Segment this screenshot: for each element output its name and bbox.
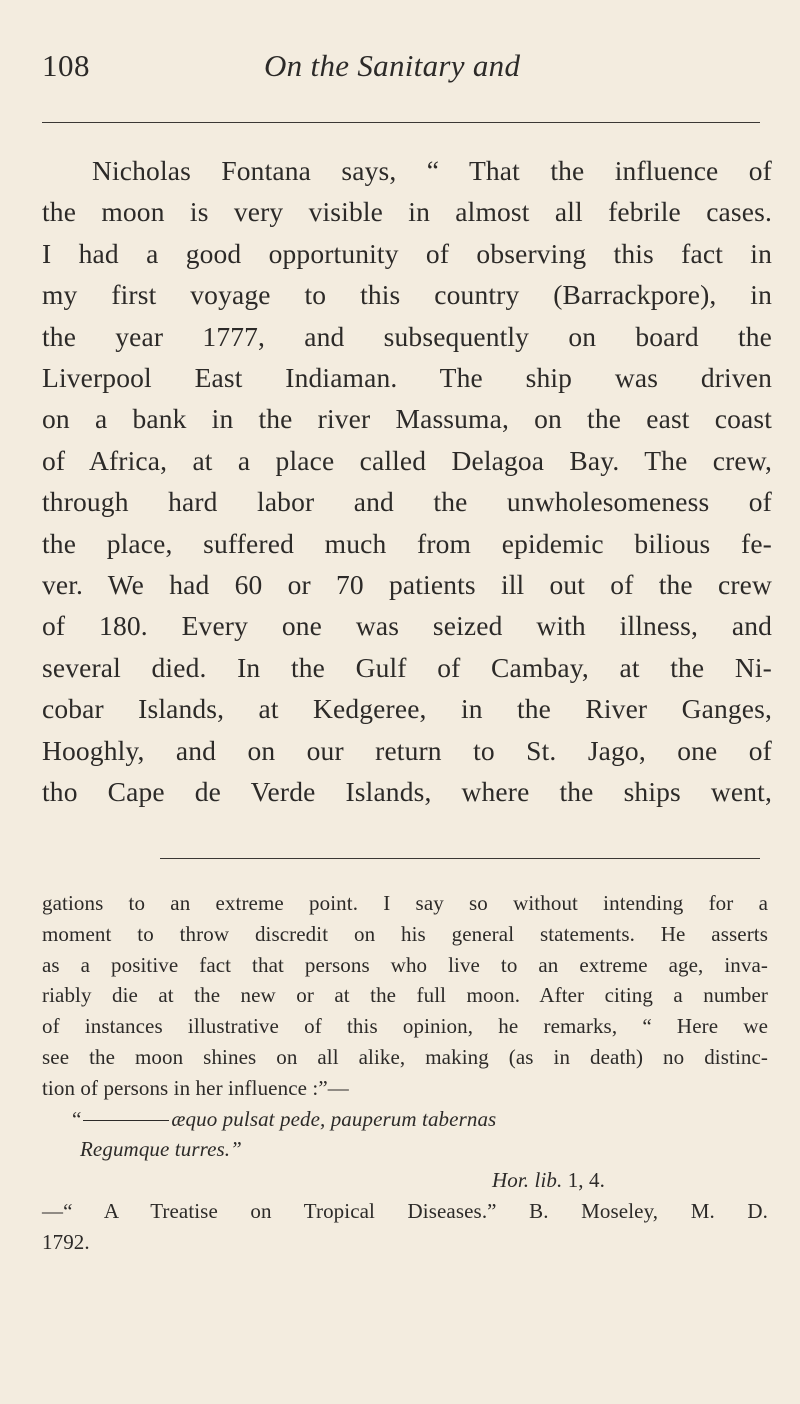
text-line: of Africa, at a place called Delagoa Bay. The crew, — [42, 444, 772, 476]
running-title: On the Sanitary and — [264, 48, 521, 83]
running-head — [42, 48, 758, 92]
footnote-rule — [160, 858, 760, 859]
text-line: of 180. Every one was seized with illness, and — [42, 610, 772, 642]
footnote-line: gations to an extreme point. I say so without intending for a — [42, 891, 768, 915]
quote-open-mark: “ — [72, 1106, 82, 1131]
text-line: several died. In the Gulf of Cambay, at the Ni- — [42, 651, 772, 683]
text-line: ver. We had 60 or 70 patients ill out of the crew — [42, 569, 772, 601]
source-line: —“ A Treatise on Tropical Diseases.” B. Moseley, M. D. — [42, 1198, 768, 1223]
text-line: Liverpool East Indiaman. The ship was driven — [42, 362, 772, 394]
text-line: tho Cape de Verde Islands, where the ships went, — [42, 776, 772, 808]
footnote-line: of instances illustrative of this opinion, he remarks, “ Here we — [42, 1014, 768, 1039]
footnote-line: tion of persons in her influence :”— — [42, 1075, 349, 1100]
text-line: through hard labor and the unwholesomeness of — [42, 486, 772, 518]
source-year: 1792. — [42, 1229, 90, 1254]
footnote-line: as a positive fact that persons who live to an extreme age, inva- — [42, 952, 768, 977]
page-number: 108 — [42, 48, 90, 83]
footnote-line: moment to throw discredit on his general statements. He asserts — [42, 921, 768, 946]
footnote-line: riably die at the new or at the full moon. After citing a number — [42, 983, 768, 1008]
citation-work: Hor. lib. — [492, 1168, 563, 1193]
quote-dash — [83, 1120, 169, 1121]
citation-ref: 1, 4. — [567, 1168, 605, 1193]
text-line: cobar Islands, at Kedgeree, in the River Ganges, — [42, 693, 772, 725]
footnote-line: see the moon shines on all alike, making (as in death) no distinc- — [42, 1044, 768, 1069]
text-line: Hooghly, and on our return to St. Jago, one of — [42, 734, 772, 766]
latin-quote-text: æquo pulsat pede, pauperum tabernas — [171, 1106, 497, 1131]
text-line: I had a good opportunity of observing this fact in — [42, 237, 772, 269]
text-line: the moon is very visible in almost all febrile cases. — [42, 196, 772, 228]
latin-quote-line-1 — [42, 1104, 768, 1135]
main-paragraph — [42, 150, 772, 813]
text-line: my first voyage to this country (Barrackpore), in — [42, 279, 772, 311]
footnote — [42, 888, 768, 1258]
quote-citation — [42, 1165, 768, 1196]
text-line: on a bank in the river Massuma, on the east coast — [42, 403, 772, 435]
text-line: the year 1777, and subsequently on board the — [42, 320, 772, 352]
text-line: Nicholas Fontana says, “ That the influence of — [92, 155, 772, 186]
latin-quote-line-2: Regumque turres.” — [80, 1137, 242, 1162]
header-rule — [42, 122, 760, 123]
text-line: the place, suffered much from epidemic bilious fe- — [42, 527, 772, 559]
